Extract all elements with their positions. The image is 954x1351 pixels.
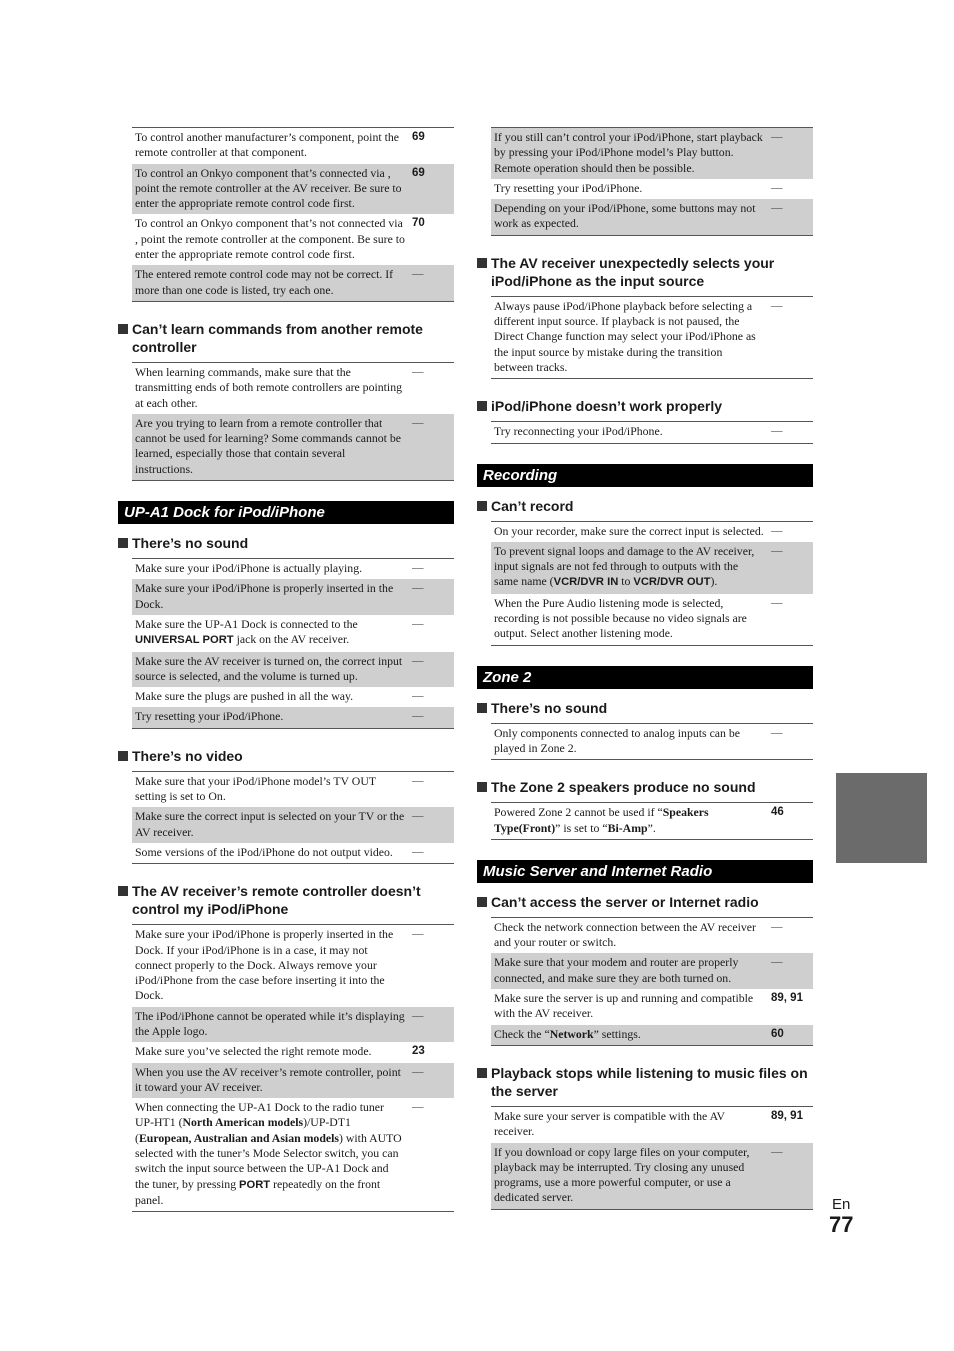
table-row: Make sure the plugs are pushed in all the way. — [135,689,424,704]
zone2-no-sound-table [491,723,813,761]
square-bullet-icon [477,782,487,792]
table-row: Only components connected to analog inputs can be played in Zone 2. — [494,725,783,755]
square-bullet-icon [477,703,487,713]
section-band: Music Server and Internet Radio [477,860,813,883]
table-row: Make sure the correct input is selected on your TV or the AV receiver. — [132,807,454,843]
table-row: When you use the AV receiver’s remote controller, point it toward your AV receiver. — [132,1063,454,1099]
subheading: Playback stops while listening to music files on the server [477,1064,813,1100]
subheading: Can’t learn commands from another remote controller [118,320,454,356]
table-row: Always pause iPod/iPhone playback before selecting a different input source. If playback is not paused, the Direct Change function may select your iPod/iPhone as the input source by mistake during the transition between tracks. — [494,298,783,374]
subheading: There’s no video [118,747,454,765]
square-bullet-icon [477,1068,487,1078]
subheading: There’s no sound [477,699,813,717]
table-row: Try resetting your iPod/iPhone. — [494,180,783,195]
chapter-tab [836,773,927,863]
subheading: Can’t access the server or Internet radio [477,893,813,911]
square-bullet-icon [477,258,487,268]
table-row: The iPod/iPhone cannot be operated while it’s displaying the Apple logo. — [132,1007,454,1043]
access-table [491,917,813,1046]
table-row: Try resetting your iPod/iPhone. — [132,707,454,727]
square-bullet-icon [118,886,128,896]
table-row: Make sure that your iPod/iPhone model’s TV OUT setting is set to On. — [135,773,424,804]
remote-cont-table [491,127,813,236]
table-row: Make sure the AV receiver is turned on, the correct input source is selected, and the volume is turned up. — [132,652,454,688]
table-row: Check the network connection between the AV receiver and your router or switch. — [494,919,783,950]
table-row: To control an Onkyo component that’s connected via , point the remote controller at the AV receiver. Be sure to enter the appropriate remote control code first. 69 [132,164,454,215]
left-column [124,127,454,1230]
subheading: The Zone 2 speakers produce no sound [477,778,813,796]
subheading: There’s no sound [118,534,454,552]
table-row: Make sure your iPod/iPhone is properly inserted in the Dock. If your iPod/iPhone is in a case, it may not connect properly to the Dock. Always remove your iPod/iPhone from the case before inserting it into the Dock. — [135,927,424,1003]
square-bullet-icon [118,538,128,548]
square-bullet-icon [477,897,487,907]
table-row: If you download or copy large files on your computer, playback may be interrupted. Try closing any unused programs, use a more powerful computer, or use a dedicated server. — [491,1143,813,1209]
table-row: On your recorder, make sure the correct input is selected. — [494,523,783,538]
not-working-table [491,421,813,443]
selects-input-table [491,296,813,379]
subheading: iPod/iPhone doesn’t work properly [477,397,813,415]
right-column [483,127,813,1228]
zone2-speakers-table [491,802,813,840]
table-row: Make sure you’ve selected the right remote mode. 23 [135,1044,425,1059]
square-bullet-icon [477,501,487,511]
cant-record-table [491,521,813,646]
subheading: The AV receiver’s remote controller doesn’t control my iPod/iPhone [118,882,454,918]
remote-targets-table [132,127,454,302]
remote-control-table [132,924,454,1212]
table-row: Powered Zone 2 cannot be used if “Speakers Type(Front)” is set to “Bi-Amp”. 46 [494,805,784,835]
table-row: When connecting the UP-A1 Dock to the radio tuner UP-HT1 (North American models)/UP-DT1 (European, Australian and Asian models) with AUTO selected with the tuner’s Mode Selector switch, you can switch the input source between the UP-A1 Dock and the tuner, by pressing PORT repeatedly on the front panel. — [135,1100,424,1207]
table-row: Depending on your iPod/iPhone, some buttons may not work as expected. — [491,199,813,235]
table-row: Check the “Network” settings. 60 [491,1025,813,1045]
table-row: To prevent signal loops and damage to the AV receiver, input signals are not fed through to outputs with the same name (VCR/DVR IN to VCR/DVR OUT). — [491,542,813,594]
section-band: UP-A1 Dock for iPod/iPhone [118,501,454,524]
section-band: Recording [477,464,813,487]
table-row: Make sure your iPod/iPhone is actually playing. — [135,561,424,576]
table-row: Make sure your iPod/iPhone is properly inserted in the Dock. — [132,579,454,615]
subheading: The AV receiver unexpectedly selects your iPod/iPhone as the input source [477,254,813,290]
no-video-table [132,771,454,864]
learn-table [132,362,454,481]
table-row: To control an Onkyo component that’s not connected via , point the remote controller at the component. Be sure to enter the appropriate remote control code first. 70 [135,216,425,262]
table-row: Make sure your server is compatible with the AV receiver. 89, 91 [494,1108,803,1139]
table-row: Are you trying to learn from a remote controller that cannot be used for learning? Some commands cannot be learned, especially those that contain several instructions. — [132,414,454,480]
square-bullet-icon [118,324,128,334]
no-sound-table [132,558,454,729]
table-row: The entered remote control code may not be correct. If more than one code is listed, try each one. — [132,265,454,301]
playback-table [491,1106,813,1210]
table-row: To control another manufacturer’s component, point the remote controller at that component. 69 [135,130,425,160]
page-number: 77 [829,1212,854,1237]
square-bullet-icon [477,401,487,411]
table-row: When learning commands, make sure that the transmitting ends of both remote controllers are pointing at each other. — [135,364,424,410]
table-row: When the Pure Audio listening mode is selected, recording is not possible because no video signals are output. Select another listening mode. — [494,595,783,641]
section-band: Zone 2 [477,666,813,689]
square-bullet-icon [118,751,128,761]
subheading: Can’t record [477,497,813,515]
table-row: Make sure the UP-A1 Dock is connected to the UNIVERSAL PORT jack on the AV receiver. — [135,616,424,647]
table-row: Make sure the server is up and running and compatible with the AV receiver. 89, 91 [494,991,803,1021]
language-label: En [832,1196,851,1213]
table-row: If you still can’t control your iPod/iPhone, start playback by pressing your iPod/iPhone model’s Play button. Remote operation should then be possible. — [491,128,813,179]
table-row: Try reconnecting your iPod/iPhone. — [494,424,783,439]
table-row: Make sure that your modem and router are properly connected, and make sure they are both turned on. — [491,953,813,989]
table-row: Some versions of the iPod/iPhone do not output video. — [135,844,424,859]
